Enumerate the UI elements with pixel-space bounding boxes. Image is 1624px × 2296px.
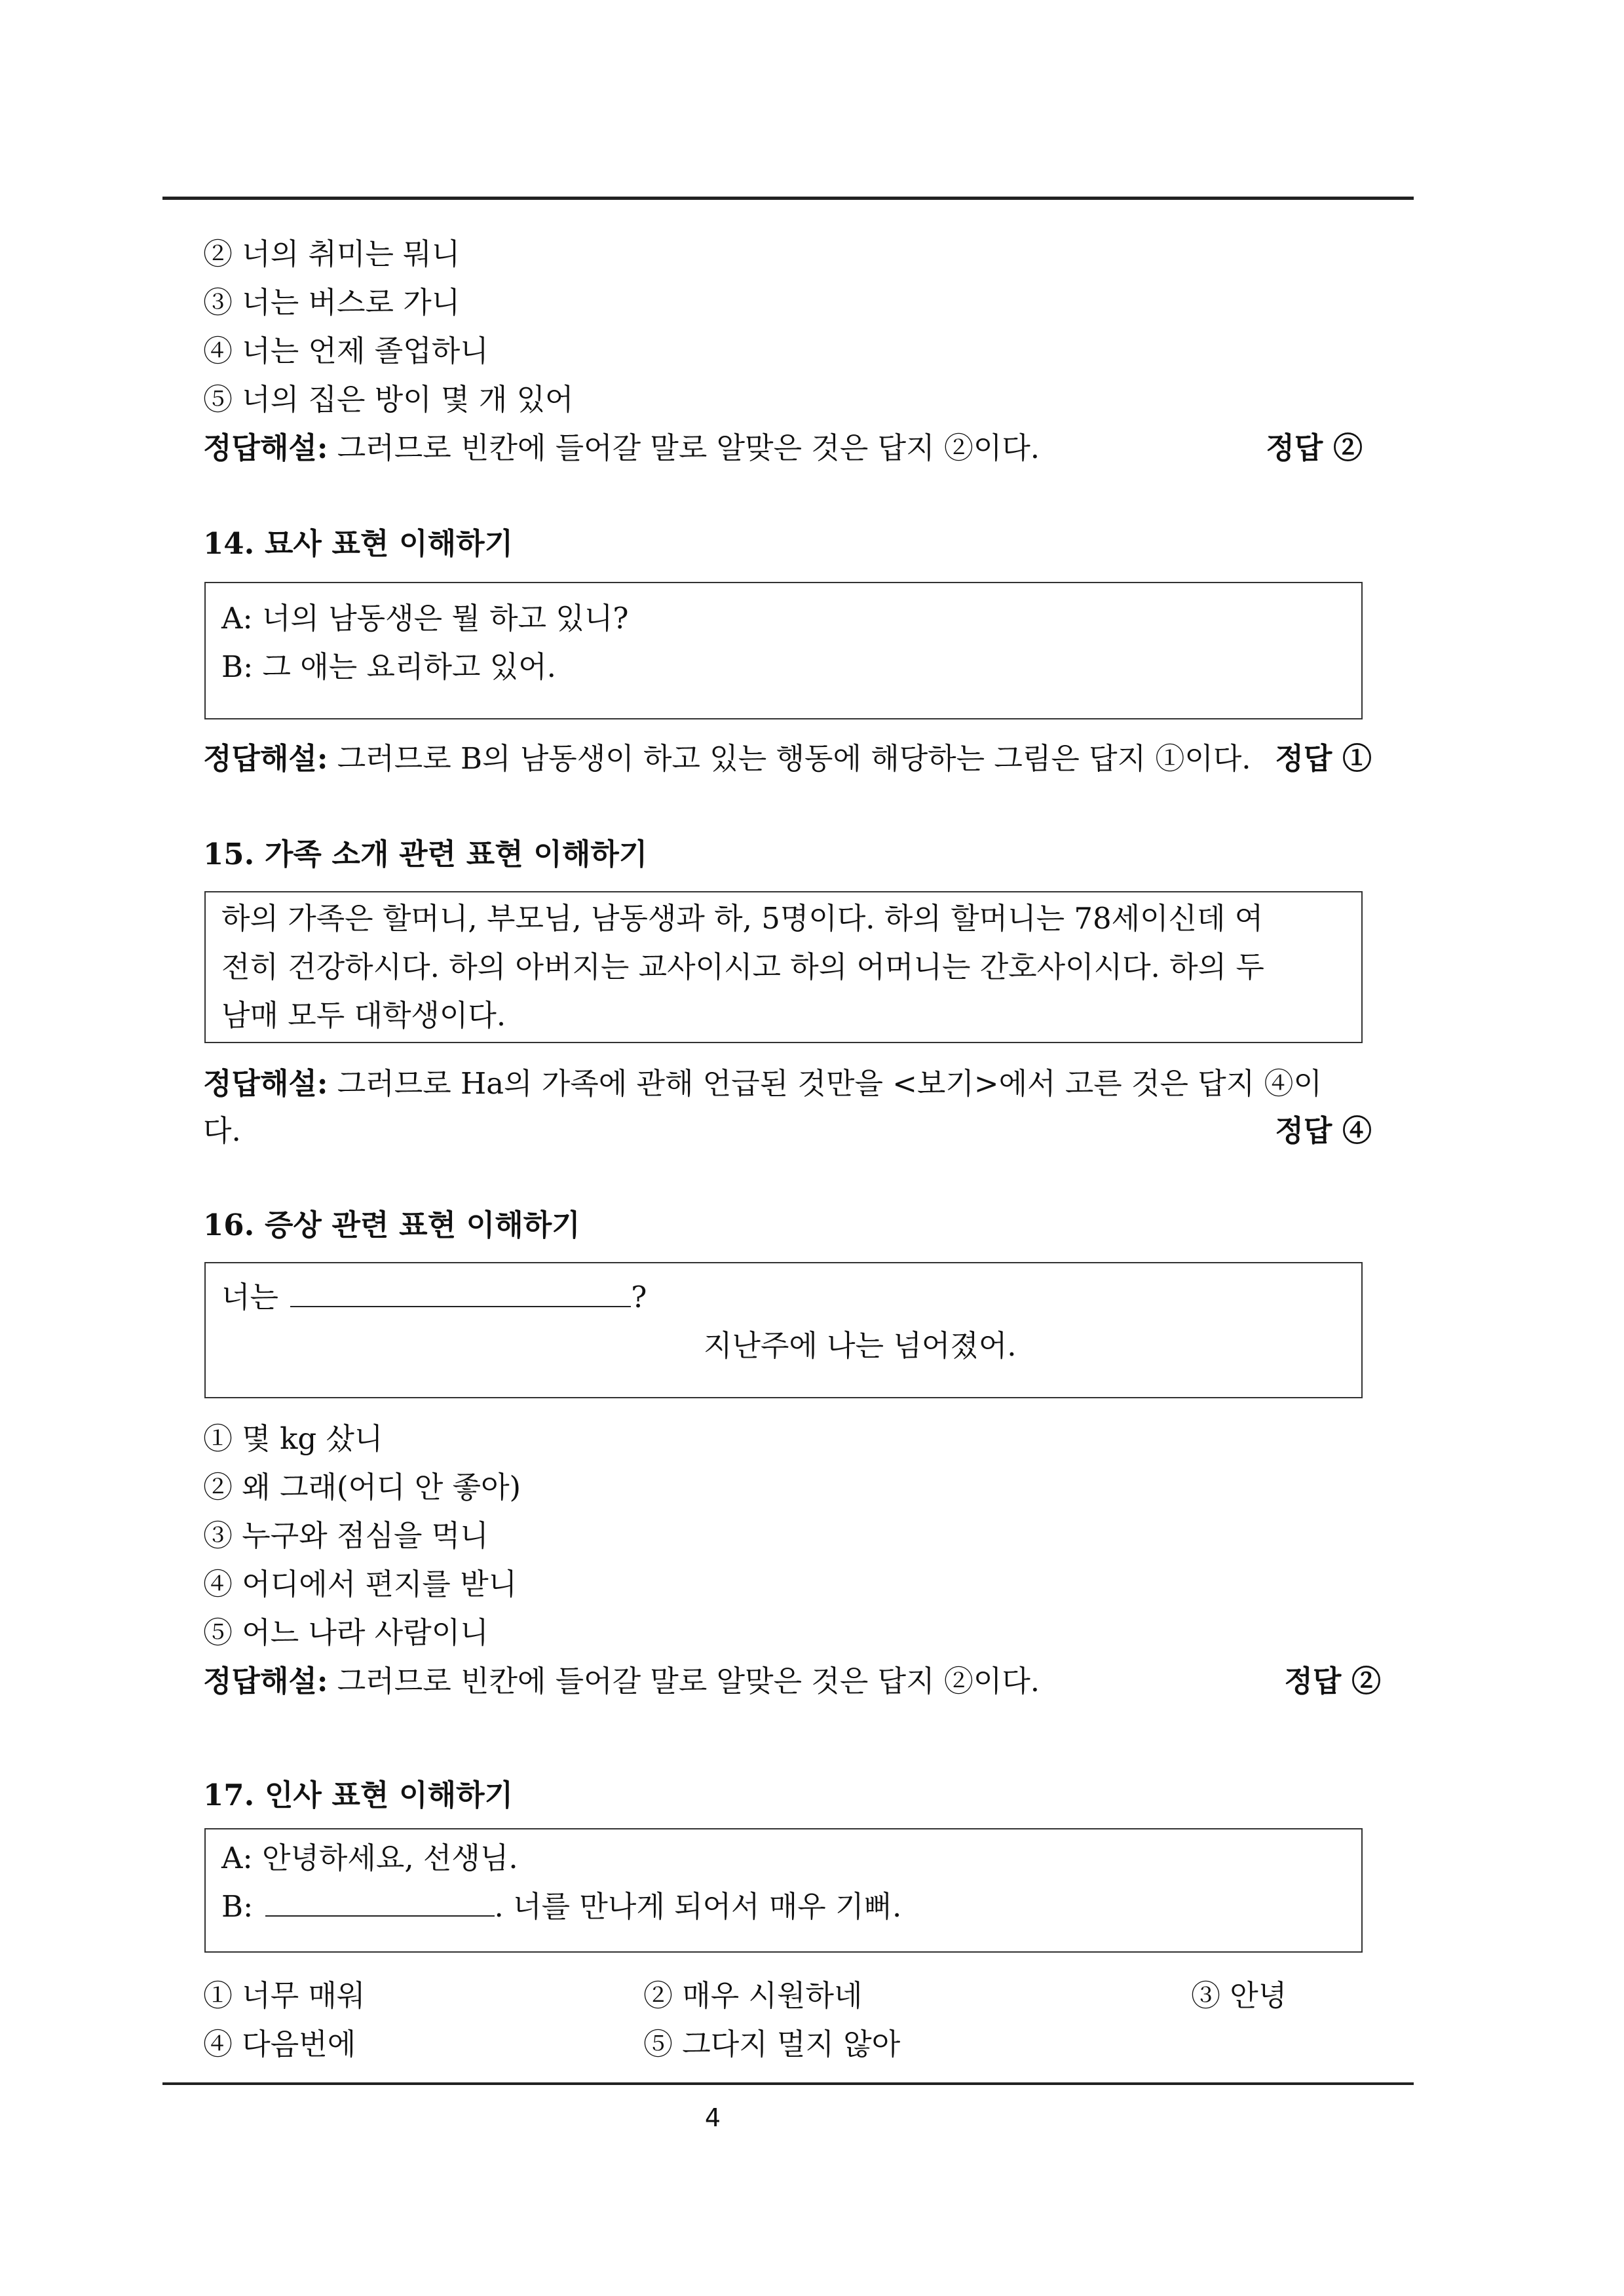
answer: 정답 ②	[1266, 430, 1363, 465]
q13-option-3: ③ 너는 버스로 가니	[203, 285, 461, 320]
q15-title: 15. 가족 소개 관련 표현 이해하기	[203, 837, 648, 871]
passage-line: 전히 건강하시다. 하의 아버지는 교사이시고 하의 어머니는 간호사이시다. 하의 두	[221, 949, 1264, 984]
passage-line: 남매 모두 대학생이다.	[221, 998, 506, 1033]
q14-explanation	[203, 739, 1372, 778]
q14-dialog-box	[204, 582, 1363, 719]
explain-text: 다.	[203, 1113, 241, 1148]
page-number: 4	[704, 2103, 721, 2132]
dialog-line-b: B: 그 애는 요리하고 있어.	[221, 649, 556, 684]
dialog-line-a: A: 너의 남동생은 뭘 하고 있니?	[221, 601, 629, 636]
q15-explanation	[203, 1064, 1322, 1103]
explain-text: 그러므로 빈칸에 들어갈 말로 알맞은 것은 답지 ②이다.	[328, 430, 1040, 465]
q16-explanation	[203, 1662, 1381, 1701]
dialog-line-a: A: 안녕하세요, 선생님.	[221, 1841, 518, 1875]
explain-text: 그러므로 Ha의 가족에 관해 언급된 것만을 <보기>에서 고른 것은 답지 ④이	[328, 1066, 1323, 1101]
dialog-line-reply: 지난주에 나는 넘어졌어.	[704, 1328, 1017, 1363]
q17-option-3: ③ 안녕	[1191, 1978, 1287, 2013]
passage-line: 하의 가족은 할머니, 부모님, 남동생과 하, 5명이다. 하의 할머니는 78세이신데 여	[221, 901, 1264, 936]
dialog-line-question	[221, 1278, 647, 1317]
dialog-line-b	[221, 1887, 901, 1926]
q17-option-2: ② 매우 시원하네	[643, 1978, 863, 2013]
q15-explanation-cont	[203, 1111, 1372, 1151]
q17-options-row-2	[203, 2025, 1382, 2064]
q17-options-row-1	[203, 1976, 1382, 2016]
answer: 정답 ②	[1284, 1664, 1381, 1698]
q17-option-4: ④ 다음번에	[203, 2027, 356, 2061]
q16-dialog-box	[204, 1262, 1363, 1398]
q16-title: 16. 증상 관련 표현 이해하기	[203, 1208, 580, 1242]
explain-label: 정답해설:	[203, 1066, 328, 1101]
footer-rule	[162, 2082, 1414, 2085]
q17-option-5: ⑤ 그다지 멀지 않아	[643, 2027, 901, 2061]
dialog-suffix: ?	[631, 1280, 647, 1314]
explain-label: 정답해설:	[203, 1664, 328, 1698]
answer: 정답 ④	[1275, 1113, 1372, 1148]
q13-option-4: ④ 너는 언제 졸업하니	[203, 334, 489, 368]
explain-label: 정답해설:	[203, 741, 328, 776]
q13-explanation	[203, 429, 1363, 468]
q14-title: 14. 묘사 표현 이해하기	[203, 526, 514, 561]
dialog-prefix: 너는	[221, 1280, 278, 1314]
q16-option-3: ③ 누구와 점심을 먹니	[203, 1518, 489, 1553]
answer: 정답 ①	[1275, 741, 1372, 776]
answer-blank	[265, 1888, 495, 1917]
q15-passage-box	[204, 891, 1363, 1043]
q16-option-2: ② 왜 그래(어디 안 좋아)	[203, 1470, 521, 1504]
explain-text: 그러므로 빈칸에 들어갈 말로 알맞은 것은 답지 ②이다.	[328, 1664, 1040, 1698]
answer-blank	[290, 1278, 631, 1307]
q17-title: 17. 인사 표현 이해하기	[203, 1778, 514, 1812]
explain-text: 그러므로 B의 남동생이 하고 있는 행동에 해당하는 그림은 답지 ①이다.	[328, 741, 1251, 776]
q16-option-1: ① 몇 kg 샀니	[203, 1421, 383, 1456]
dialog-suffix: . 너를 만나게 되어서 매우 기뻐.	[494, 1889, 902, 1924]
header-rule	[162, 197, 1414, 200]
q13-option-5: ⑤ 너의 집은 방이 몇 개 있어	[203, 382, 574, 417]
explain-label: 정답해설:	[203, 430, 328, 465]
q16-option-4: ④ 어디에서 편지를 받니	[203, 1567, 518, 1601]
q17-dialog-box	[204, 1828, 1363, 1953]
dialog-prefix: B:	[221, 1889, 254, 1924]
q17-option-1: ① 너무 매워	[203, 1978, 366, 2013]
q16-option-5: ⑤ 어느 나라 사람이니	[203, 1615, 489, 1650]
q13-option-2: ② 너의 취미는 뭐니	[203, 237, 461, 271]
